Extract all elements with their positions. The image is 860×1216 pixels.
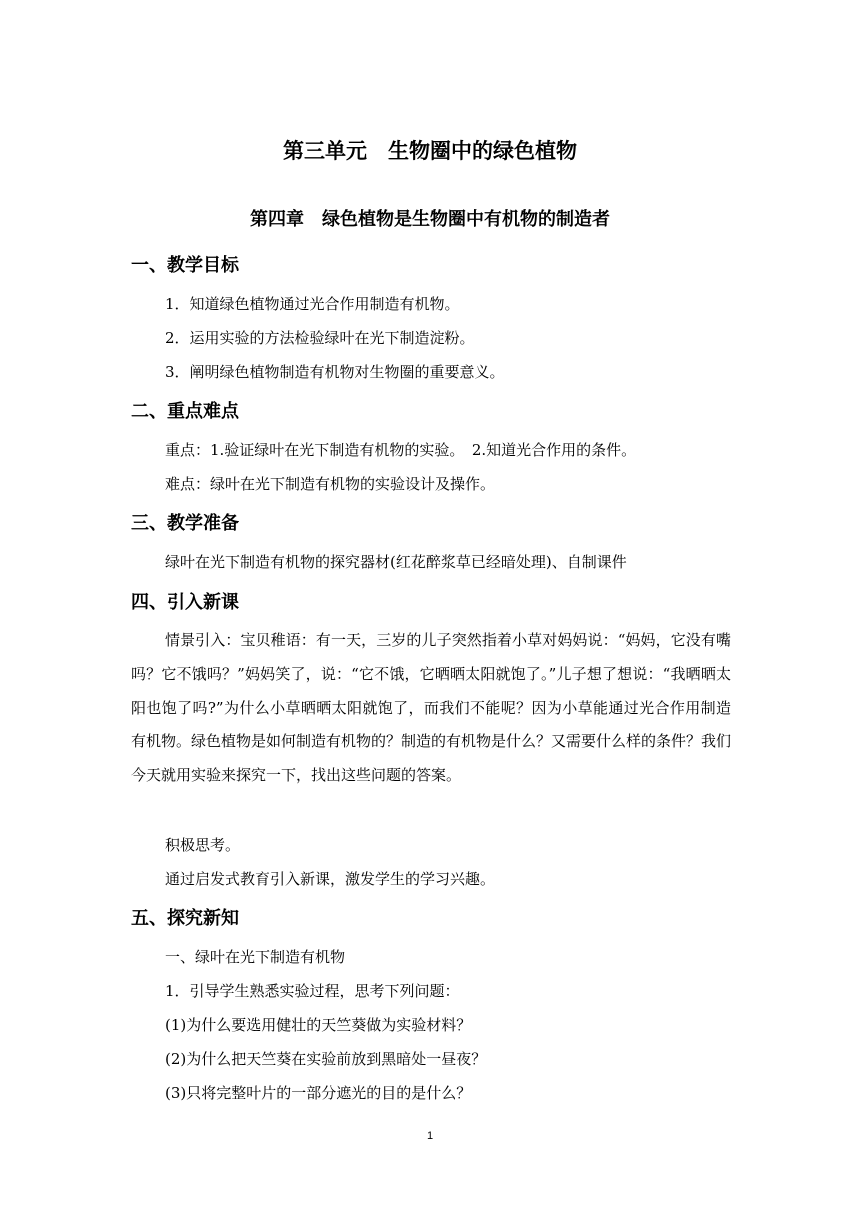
inquiry-question: (1)为什么要选用健壮的天竺葵做为实验材料？	[165, 1016, 472, 1034]
introduction-item: 积极思考。	[165, 836, 241, 854]
objective-item: 1．知道绿色植物通过光合作用制造有机物。	[165, 295, 460, 313]
section-heading-key-points: 二、重点难点	[131, 401, 239, 422]
section-heading-preparation: 三、教学准备	[131, 513, 239, 534]
section-heading-introduction: 四、引入新课	[131, 592, 239, 613]
introduction-paragraph: 情景引入：宝贝稚语：有一天，三岁的儿子突然指着小草对妈妈说：“妈妈，它没有嘴吗？它不饿吗？”妈妈笑了，说：“它不饿，它晒晒太阳就饱了。”儿子想了想说：“我晒晒太阳也饱了吗?”为什么小草晒晒太阳就饱了，而我们不能呢？因为小草能通过光合作用制造有机物。绿色植物是如何制造有机物的？制造的有机物是什么？又需要什么样的条件？我们今天就用实验来探究一下，找出这些问题的答案。	[131, 631, 732, 785]
difficulty-item: 难点：绿叶在光下制造有机物的实验设计及操作。	[165, 475, 496, 493]
inquiry-item: 一、绿叶在光下制造有机物	[165, 948, 346, 966]
chapter-title: 第四章 绿色植物是生物圈中有机物的制造者	[250, 209, 610, 230]
preparation-item: 绿叶在光下制造有机物的探究器材(红花醉浆草已经暗处理)、自制课件	[165, 553, 627, 571]
introduction-item: 通过启发式教育引入新课，激发学生的学习兴趣。	[165, 870, 496, 888]
inquiry-item: 1．引导学生熟悉实验过程，思考下列问题：	[165, 982, 460, 1000]
objective-item: 2．运用实验的方法检验绿叶在光下制造淀粉。	[165, 329, 475, 347]
objective-item: 3．阐明绿色植物制造有机物对生物圈的重要意义。	[165, 363, 505, 381]
inquiry-question: (2)为什么把天竺葵在实验前放到黑暗处一昼夜？	[165, 1050, 487, 1068]
page-number: 1	[426, 1130, 434, 1142]
unit-title: 第三单元 生物圈中的绿色植物	[283, 139, 577, 163]
section-heading-inquiry: 五、探究新知	[131, 908, 239, 929]
inquiry-question: (3)只将完整叶片的一部分遮光的目的是什么？	[165, 1084, 472, 1102]
section-heading-objectives: 一、教学目标	[131, 255, 239, 276]
key-point-item: 重点：1.验证绿叶在光下制造有机物的实验。 2.知道光合作用的条件。	[165, 441, 637, 459]
